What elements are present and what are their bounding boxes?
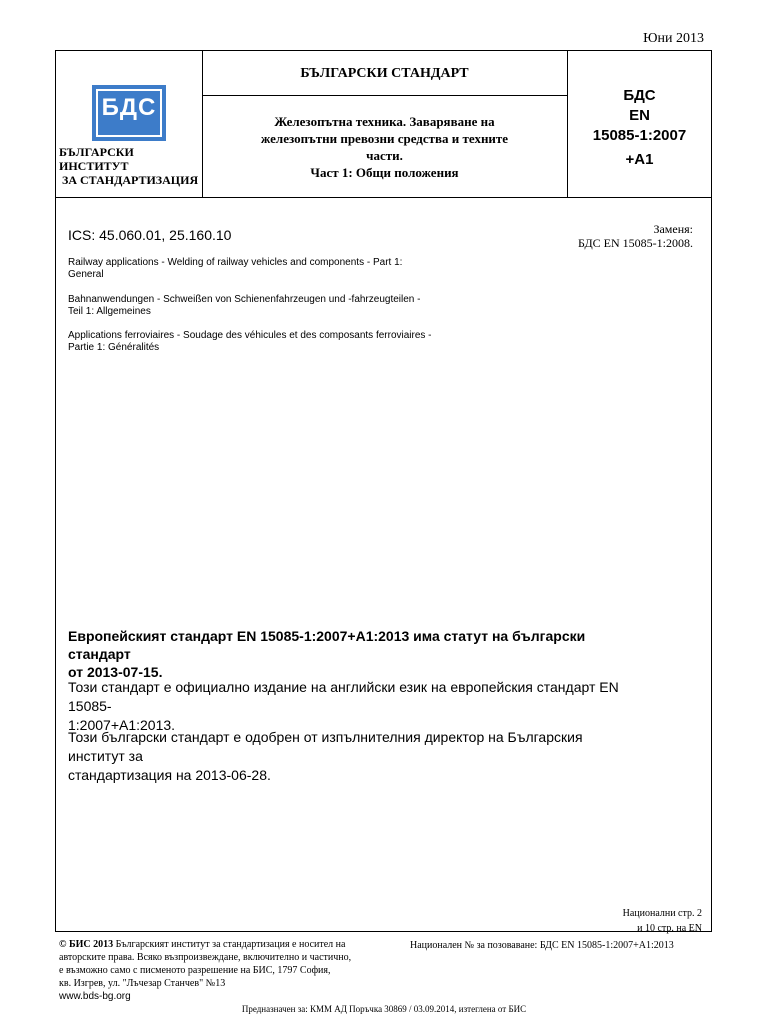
translation-line: Railway applications - Welding of railway vehicles and components - Part 1:: [68, 257, 403, 268]
page-count-line: Национални стр. 2: [622, 908, 702, 919]
title-line: Железопътна техника. Заваряване на: [274, 114, 495, 129]
standard-number: [567, 86, 712, 170]
institute-line: ЗА СТАНДАРТИЗАЦИЯ: [59, 173, 199, 187]
translation-line: Partie 1: Généralités: [68, 342, 160, 353]
edition-line: Този стандарт е официално издание на английски език на европейския стандарт EN 15085-: [68, 679, 619, 714]
title-line: части.: [366, 148, 403, 163]
copyright-text: авторските права. Всяко възпроизвеждане, включително и частично,: [59, 952, 352, 963]
copyright-text: кв. Изгрев, ул. "Лъчезар Станчев" №13: [59, 978, 226, 989]
bds-logo-text: БДС: [101, 94, 157, 121]
edition-statement: [68, 678, 628, 735]
approval-line: Този български стандарт е одобрен от изпълнителния директор на Българския институт за: [68, 729, 583, 764]
status-line: от 2013-07-15.: [68, 664, 163, 680]
copyright-text: Българският институт за стандартизация е носител на: [113, 939, 346, 950]
bds-logo: [92, 85, 166, 141]
standard-heading: БЪЛГАРСКИ СТАНДАРТ: [300, 66, 469, 81]
title-german: [68, 294, 448, 318]
publication-date: Юни 2013: [643, 31, 704, 46]
title-line: железопътни превозни средства и техните: [260, 131, 509, 146]
number-amendment: +A1: [625, 151, 654, 168]
replaces-label: Заменя:: [653, 222, 693, 236]
translation-line: Teil 1: Allgemeines: [68, 306, 151, 317]
reference-number: Национален № за позоваване: БДС EN 15085-1:2007+A1:2013: [410, 940, 674, 951]
title-french: [68, 330, 448, 354]
approval-line: стандартизация на 2013-06-28.: [68, 767, 271, 783]
number-line: 15085-1:2007: [592, 127, 687, 144]
page-count-line: и 10 стр. на EN: [637, 923, 702, 934]
edition-line: 1:2007+A1:2013.: [68, 717, 176, 733]
approval-statement: [68, 728, 628, 785]
translation-line: General: [68, 269, 104, 280]
copyright-lead: © БИС 2013: [59, 939, 114, 950]
standard-title: [214, 113, 555, 181]
title-english: [68, 257, 448, 281]
institute-name: [59, 145, 201, 187]
title-divider: [202, 95, 567, 96]
number-line: БДС: [623, 87, 656, 104]
replaces-block: [578, 222, 693, 250]
copyright-text: е възможно само с писменото разрешение на БИС, 1797 София,: [59, 965, 331, 976]
institute-line: ИНСТИТУТ: [59, 159, 129, 173]
purchase-note: Предназначен за: КММ АД Поръчка 30869 / 03.09.2014, изтеглена от БИС: [241, 1004, 527, 1014]
copyright-notice: [59, 938, 379, 1003]
status-line: Европейският стандарт EN 15085-1:2007+A1:2013 има статут на български стандарт: [68, 628, 586, 662]
title-line: Част 1: Общи положения: [310, 165, 459, 180]
status-statement: [68, 627, 648, 681]
website-link[interactable]: www.bds-bg.org: [59, 991, 131, 1002]
translation-line: Bahnanwendungen - Schweißen von Schienenfahrzeugen und -fahrzeugteilen -: [68, 294, 421, 305]
translation-line: Applications ferroviaires - Soudage des véhicules et des composants ferroviaires -: [68, 330, 432, 341]
page-count: [623, 906, 702, 936]
number-line: EN: [629, 107, 650, 124]
replaces-value: БДС EN 15085-1:2008.: [578, 236, 693, 250]
institute-line: БЪЛГАРСКИ: [59, 145, 134, 159]
ics-codes: ICS: 45.060.01, 25.160.10: [68, 227, 232, 243]
